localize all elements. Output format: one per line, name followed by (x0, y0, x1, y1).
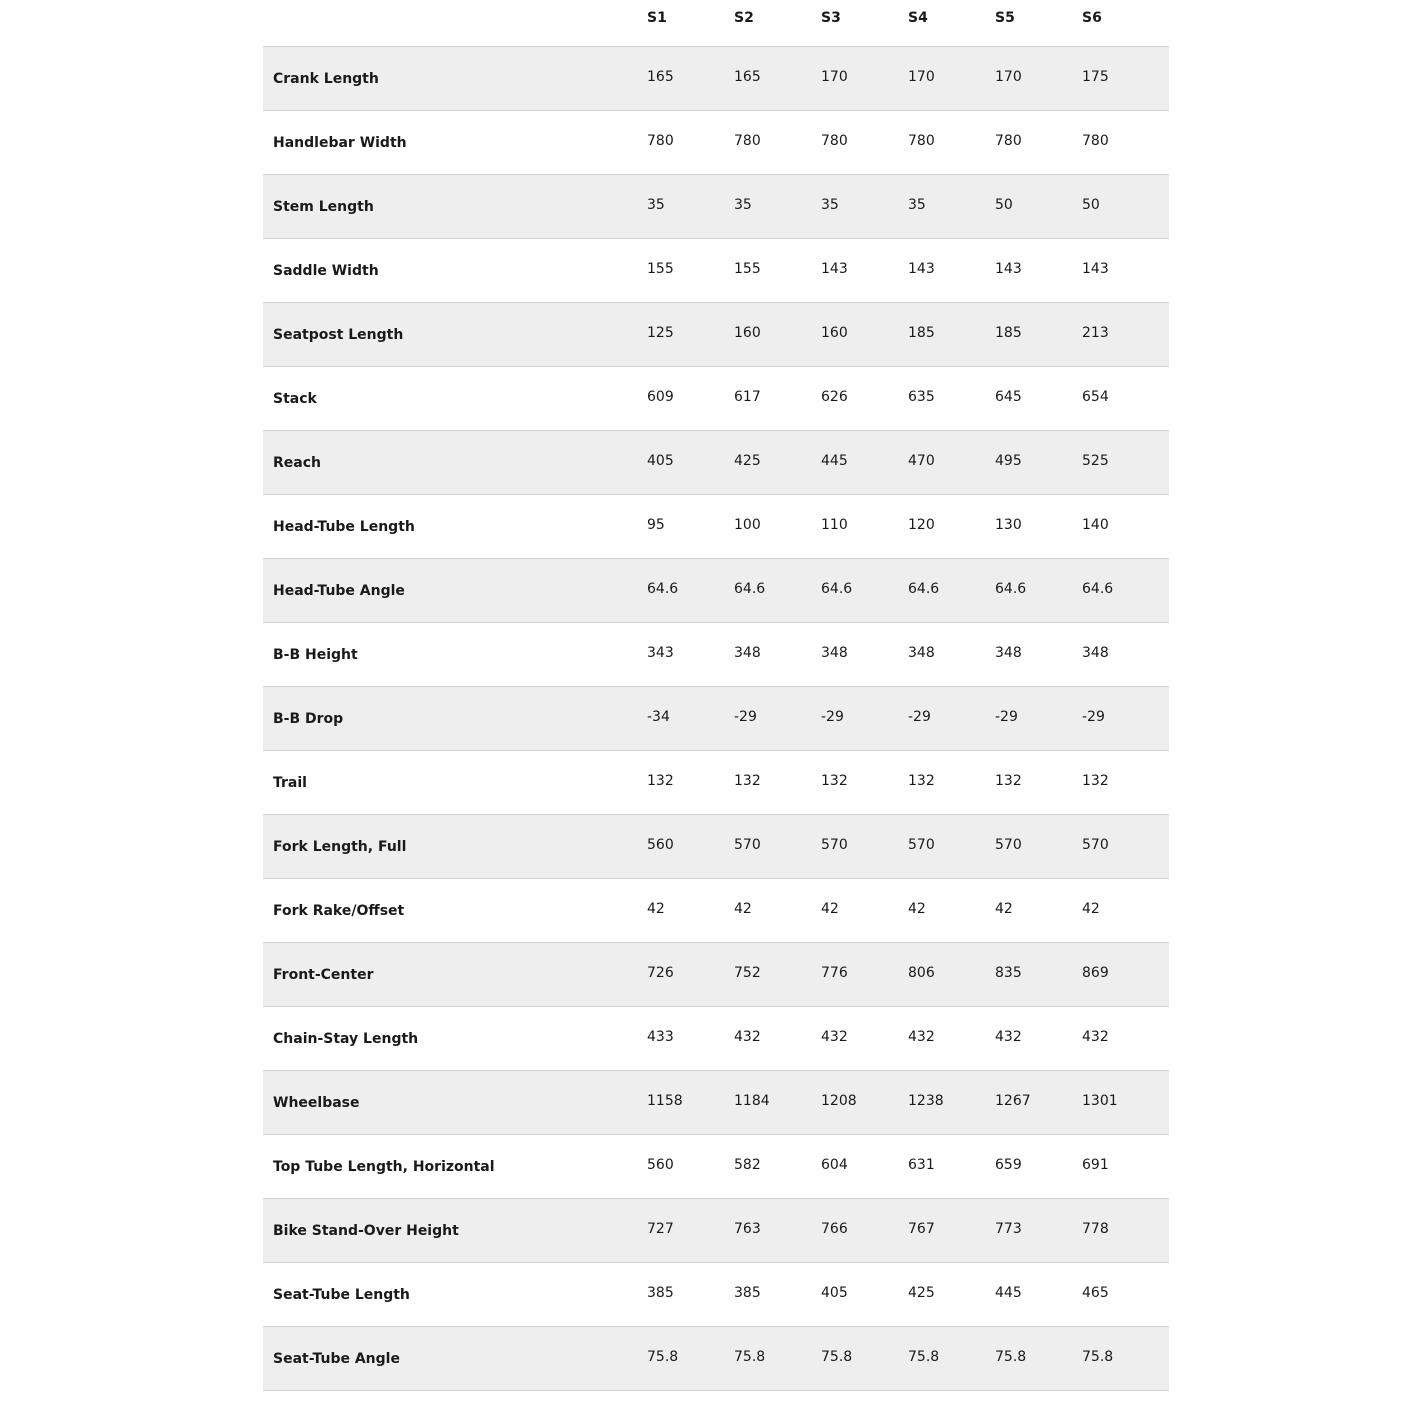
table-cell: 185 (995, 302, 1082, 366)
table-cell: 1301 (1082, 1070, 1169, 1134)
table-cell: 175 (1082, 46, 1169, 110)
table-cell: 42 (821, 878, 908, 942)
table-cell: -29 (1082, 686, 1169, 750)
table-cell: 143 (1082, 238, 1169, 302)
table-cell: 1184 (734, 1070, 821, 1134)
table-row (263, 750, 1169, 814)
table-cell: 64.6 (647, 558, 734, 622)
row-label: Top Tube Length, Horizontal (263, 1134, 647, 1198)
table-cell: 132 (734, 750, 821, 814)
table-cell: 50 (995, 174, 1082, 238)
table-row (263, 686, 1169, 750)
table-cell: 110 (821, 494, 908, 558)
table-row (263, 942, 1169, 1006)
column-header-s2: S2 (734, 0, 821, 46)
table-cell: 465 (1082, 1262, 1169, 1326)
table-cell: 64.6 (995, 558, 1082, 622)
table-cell: 213 (1082, 302, 1169, 366)
table-cell: 132 (647, 750, 734, 814)
table-row (263, 430, 1169, 494)
table-cell: 75.8 (821, 1326, 908, 1390)
column-header-s1: S1 (647, 0, 734, 46)
table-cell: 1208 (821, 1070, 908, 1134)
table-cell: 560 (647, 1134, 734, 1198)
table-cell: 64.6 (1082, 558, 1169, 622)
table-cell: 780 (908, 110, 995, 174)
table-cell: 50 (1082, 174, 1169, 238)
table-cell: 570 (1082, 814, 1169, 878)
header-row (263, 0, 1169, 46)
row-label: Bike Stand-Over Height (263, 1198, 647, 1262)
table-row (263, 878, 1169, 942)
table-cell: 445 (821, 430, 908, 494)
header-corner (263, 0, 647, 46)
row-label: Head-Tube Angle (263, 558, 647, 622)
table-row (263, 110, 1169, 174)
table-cell: 776 (821, 942, 908, 1006)
table-cell: 132 (908, 750, 995, 814)
table-cell: 42 (734, 878, 821, 942)
row-label: Seat-Tube Length (263, 1262, 647, 1326)
table-cell: 432 (995, 1006, 1082, 1070)
table-cell: 433 (647, 1006, 734, 1070)
table-cell: 560 (647, 814, 734, 878)
row-label: Chain-Stay Length (263, 1006, 647, 1070)
table-cell: 170 (995, 46, 1082, 110)
column-header-s3: S3 (821, 0, 908, 46)
table-cell: 445 (995, 1262, 1082, 1326)
table-cell: 635 (908, 366, 995, 430)
row-label: B-B Height (263, 622, 647, 686)
table-cell: 626 (821, 366, 908, 430)
table-cell: 125 (647, 302, 734, 366)
table-cell: 425 (734, 430, 821, 494)
row-label: Stem Length (263, 174, 647, 238)
table-cell: 727 (647, 1198, 734, 1262)
table-cell: 35 (734, 174, 821, 238)
column-header-s4: S4 (908, 0, 995, 46)
table-cell: 120 (908, 494, 995, 558)
table-cell: 64.6 (821, 558, 908, 622)
table-cell: 1267 (995, 1070, 1082, 1134)
table-cell: 432 (734, 1006, 821, 1070)
table-cell: 645 (995, 366, 1082, 430)
table-row (263, 1070, 1169, 1134)
table-cell: 806 (908, 942, 995, 1006)
table-cell: 778 (1082, 1198, 1169, 1262)
table-cell: -34 (647, 686, 734, 750)
geometry-table (263, 0, 1169, 1391)
table-cell: 75.8 (647, 1326, 734, 1390)
table-cell: 130 (995, 494, 1082, 558)
table-cell: 495 (995, 430, 1082, 494)
table-cell: 132 (1082, 750, 1169, 814)
table-cell: 42 (995, 878, 1082, 942)
table-cell: 766 (821, 1198, 908, 1262)
table-row (263, 1198, 1169, 1262)
row-label: Fork Length, Full (263, 814, 647, 878)
table-cell: 405 (821, 1262, 908, 1326)
table-cell: 348 (734, 622, 821, 686)
table-cell: 165 (734, 46, 821, 110)
row-label: Head-Tube Length (263, 494, 647, 558)
column-header-s5: S5 (995, 0, 1082, 46)
table-cell: 385 (734, 1262, 821, 1326)
table-body (263, 46, 1169, 1390)
table-cell: 75.8 (734, 1326, 821, 1390)
table-cell: 780 (1082, 110, 1169, 174)
table-cell: 343 (647, 622, 734, 686)
table-cell: 570 (908, 814, 995, 878)
table-cell: 348 (1082, 622, 1169, 686)
table-cell: -29 (734, 686, 821, 750)
table-cell: 780 (647, 110, 734, 174)
table-cell: 570 (995, 814, 1082, 878)
table-cell: 780 (734, 110, 821, 174)
table-cell: 170 (908, 46, 995, 110)
table-row (263, 46, 1169, 110)
table-row (263, 1326, 1169, 1390)
row-label: B-B Drop (263, 686, 647, 750)
table-cell: 35 (908, 174, 995, 238)
table-cell: 773 (995, 1198, 1082, 1262)
table-cell: 763 (734, 1198, 821, 1262)
table-cell: 42 (647, 878, 734, 942)
table-cell: 132 (995, 750, 1082, 814)
table-cell: 64.6 (908, 558, 995, 622)
table-cell: 432 (1082, 1006, 1169, 1070)
table-cell: 425 (908, 1262, 995, 1326)
row-label: Wheelbase (263, 1070, 647, 1134)
table-cell: 835 (995, 942, 1082, 1006)
row-label: Crank Length (263, 46, 647, 110)
row-label: Front-Center (263, 942, 647, 1006)
table-cell: 143 (995, 238, 1082, 302)
row-label: Handlebar Width (263, 110, 647, 174)
table-cell: 780 (995, 110, 1082, 174)
row-label: Reach (263, 430, 647, 494)
table-row (263, 366, 1169, 430)
table-cell: 617 (734, 366, 821, 430)
row-label: Fork Rake/Offset (263, 878, 647, 942)
table-cell: 570 (734, 814, 821, 878)
table-cell: 1238 (908, 1070, 995, 1134)
table-cell: 385 (647, 1262, 734, 1326)
table-cell: 780 (821, 110, 908, 174)
table-row (263, 1262, 1169, 1326)
table-cell: 160 (821, 302, 908, 366)
table-cell: 348 (908, 622, 995, 686)
table-cell: 726 (647, 942, 734, 1006)
table-cell: 1158 (647, 1070, 734, 1134)
table-cell: 570 (821, 814, 908, 878)
table-cell: 35 (647, 174, 734, 238)
column-header-s6: S6 (1082, 0, 1169, 46)
table-cell: 165 (647, 46, 734, 110)
table-cell: 582 (734, 1134, 821, 1198)
table-row (263, 814, 1169, 878)
table-cell: 160 (734, 302, 821, 366)
table-cell: 432 (908, 1006, 995, 1070)
table-cell: 155 (647, 238, 734, 302)
table-row (263, 238, 1169, 302)
row-label: Seatpost Length (263, 302, 647, 366)
table-cell: 140 (1082, 494, 1169, 558)
table-cell: 348 (821, 622, 908, 686)
table-cell: 155 (734, 238, 821, 302)
table-cell: 143 (908, 238, 995, 302)
row-label: Seat-Tube Angle (263, 1326, 647, 1390)
table-cell: 470 (908, 430, 995, 494)
table-cell: 525 (1082, 430, 1169, 494)
table-cell: 75.8 (908, 1326, 995, 1390)
table-cell: 42 (1082, 878, 1169, 942)
table-row (263, 1134, 1169, 1198)
table-cell: 659 (995, 1134, 1082, 1198)
table-cell: 752 (734, 942, 821, 1006)
table-cell: 767 (908, 1198, 995, 1262)
table-cell: -29 (995, 686, 1082, 750)
table-cell: 170 (821, 46, 908, 110)
table-cell: 631 (908, 1134, 995, 1198)
table-cell: 64.6 (734, 558, 821, 622)
table-cell: -29 (908, 686, 995, 750)
table-cell: 100 (734, 494, 821, 558)
table-cell: 691 (1082, 1134, 1169, 1198)
table-cell: 604 (821, 1134, 908, 1198)
table-cell: 609 (647, 366, 734, 430)
table-row (263, 558, 1169, 622)
table-cell: 869 (1082, 942, 1169, 1006)
table-row (263, 1006, 1169, 1070)
table-cell: 348 (995, 622, 1082, 686)
table-cell: 75.8 (995, 1326, 1082, 1390)
table-cell: 75.8 (1082, 1326, 1169, 1390)
table-row (263, 302, 1169, 366)
table-cell: 654 (1082, 366, 1169, 430)
row-label: Stack (263, 366, 647, 430)
table-cell: 95 (647, 494, 734, 558)
table-cell: 432 (821, 1006, 908, 1070)
table-cell: 143 (821, 238, 908, 302)
table-cell: 185 (908, 302, 995, 366)
table-cell: -29 (821, 686, 908, 750)
table-cell: 405 (647, 430, 734, 494)
row-label: Trail (263, 750, 647, 814)
table-row (263, 494, 1169, 558)
table-row (263, 174, 1169, 238)
table-row (263, 622, 1169, 686)
table-cell: 42 (908, 878, 995, 942)
row-label: Saddle Width (263, 238, 647, 302)
table-cell: 132 (821, 750, 908, 814)
table-cell: 35 (821, 174, 908, 238)
